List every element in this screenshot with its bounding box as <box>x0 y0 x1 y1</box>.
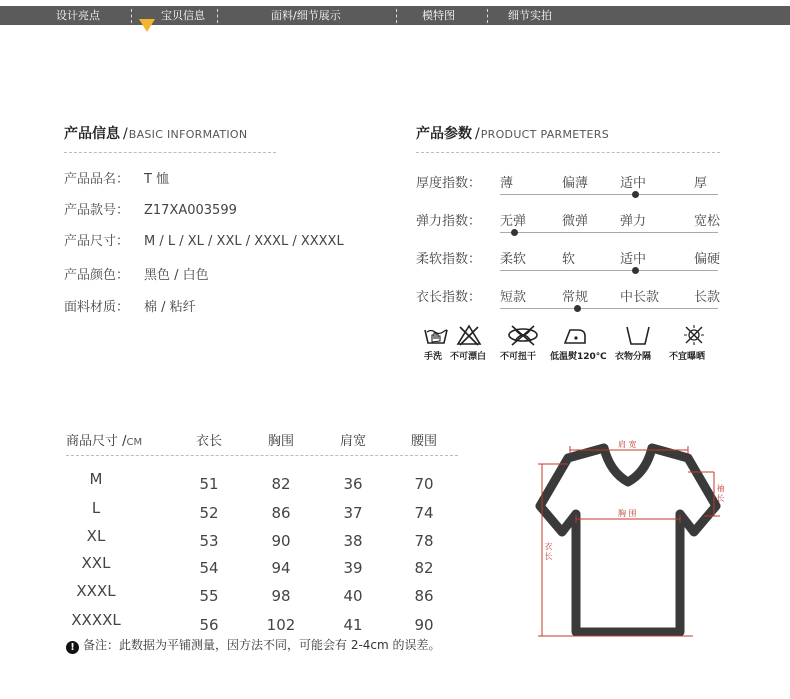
measure-cell: 51 <box>199 475 219 493</box>
param-option: 短款 <box>500 290 527 305</box>
param-scale-line <box>500 308 718 309</box>
no-wring-icon <box>506 324 540 346</box>
param-label: 厚度指数： <box>416 176 482 191</box>
info-label: 产品尺寸： <box>64 234 130 249</box>
param-scale-line <box>500 232 718 233</box>
params-divider <box>416 152 720 153</box>
measure-cell: 86 <box>414 587 434 605</box>
nav-item-detail-photos[interactable]: 细节实拍 <box>508 9 552 22</box>
info-heading: 产品信息 /BASIC INFORMATION <box>64 126 248 142</box>
care-label: 不宜曝晒 <box>669 352 706 362</box>
no-bleach-icon <box>456 324 482 346</box>
nav-divider <box>396 9 397 23</box>
measure-cell: 38 <box>343 532 363 550</box>
nav-item-design[interactable]: 设计亮点 <box>56 9 100 22</box>
measure-cell: 94 <box>271 559 291 577</box>
param-option: 适中 <box>620 252 647 267</box>
info-row-style-no <box>64 199 237 218</box>
col-header-waist: 腰围 <box>410 434 437 449</box>
measure-cell: 54 <box>199 559 219 577</box>
info-row-sizes <box>64 230 344 249</box>
col-header-chest: 胸围 <box>267 434 294 449</box>
nav-item-model[interactable]: 模特图 <box>422 9 455 22</box>
nav-divider <box>487 9 488 23</box>
measure-cell: 74 <box>414 504 434 522</box>
param-option: 偏薄 <box>562 176 589 191</box>
param-option: 中长款 <box>620 290 660 305</box>
param-option: 厚 <box>694 176 708 191</box>
nav-item-fabric[interactable]: 面料/细节展示 <box>271 9 341 22</box>
nav-divider <box>217 9 218 23</box>
col-header-shoulder: 肩宽 <box>339 434 366 449</box>
info-label: 产品品名： <box>64 172 130 187</box>
size-cell: XL <box>86 527 106 545</box>
param-option: 宽松 <box>694 214 721 229</box>
size-cell: XXXL <box>76 582 116 600</box>
size-cell: L <box>91 499 101 517</box>
info-value: T 恤 <box>144 172 170 187</box>
active-tab-indicator-icon <box>139 19 155 32</box>
nav-divider <box>131 9 132 23</box>
size-cell: M <box>89 470 103 488</box>
length-measure-label: 衣长 <box>544 542 553 561</box>
shoulder-measure-label: 肩 宽 <box>618 440 637 449</box>
params-heading: 产品参数 /PRODUCT PARMETERS <box>416 126 610 142</box>
param-scale-line <box>500 270 718 271</box>
param-option: 常规 <box>562 290 589 305</box>
param-option: 软 <box>562 252 576 267</box>
info-label: 面料材质： <box>64 300 130 315</box>
params-heading-en: PRODUCT PARMETERS <box>480 128 610 141</box>
sleeve-measure-label: 袖长 <box>716 484 725 503</box>
measure-cell: 90 <box>414 616 434 634</box>
warning-icon: ! <box>66 641 79 654</box>
param-option: 长款 <box>694 290 721 305</box>
measurement-note <box>66 636 441 654</box>
tshirt-outline-icon <box>528 436 738 646</box>
info-label: 产品颜色： <box>64 268 130 283</box>
params-heading-zh: 产品参数 <box>416 126 472 142</box>
size-cell: XXXXL <box>71 611 121 629</box>
care-label: 不可扭干 <box>500 352 537 362</box>
size-table-header <box>66 430 142 449</box>
care-label: 低温熨120℃ <box>550 352 607 362</box>
info-label: 产品款号： <box>64 203 130 218</box>
size-cell: XXL <box>81 554 111 572</box>
top-nav <box>0 6 790 25</box>
param-option: 偏硬 <box>694 252 721 267</box>
param-selected-marker <box>574 305 581 312</box>
hand-wash-icon <box>423 324 449 346</box>
param-option: 柔软 <box>500 252 527 267</box>
measure-cell: 52 <box>199 504 219 522</box>
size-table-divider <box>66 455 458 456</box>
info-value: 黑色 / 白色 <box>144 268 209 283</box>
param-option: 适中 <box>620 176 647 191</box>
size-header-unit: CM <box>126 437 143 448</box>
no-sun-dry-icon <box>681 324 707 346</box>
param-selected-marker <box>632 191 639 198</box>
measure-cell: 55 <box>199 587 219 605</box>
info-row-name <box>64 168 169 187</box>
care-label: 手洗 <box>424 352 443 362</box>
nav-item-product-info[interactable]: 宝贝信息 <box>161 9 205 22</box>
wash-separately-icon <box>625 324 651 346</box>
measure-cell: 41 <box>343 616 363 634</box>
nav-bottom-border <box>0 25 790 31</box>
measure-cell: 102 <box>266 616 296 634</box>
care-label: 不可漂白 <box>450 352 487 362</box>
info-value: 棉 / 粘纤 <box>144 300 196 315</box>
info-row-colors <box>64 264 209 283</box>
measure-cell: 82 <box>414 559 434 577</box>
info-value: M / L / XL / XXL / XXXL / XXXXL <box>144 234 344 249</box>
measure-cell: 70 <box>414 475 434 493</box>
measure-cell: 40 <box>343 587 363 605</box>
chest-measure-label: 胸 围 <box>618 509 637 518</box>
note-text: 备注：此数据为平铺测量，因方法不同，可能会有 2-4cm 的误差。 <box>83 638 441 652</box>
measure-cell: 90 <box>271 532 291 550</box>
info-row-material <box>64 296 196 315</box>
measure-cell: 86 <box>271 504 291 522</box>
info-heading-zh: 产品信息 <box>64 126 120 142</box>
param-selected-marker <box>511 229 518 236</box>
col-header-length: 衣长 <box>195 434 222 449</box>
info-heading-en: BASIC INFORMATION <box>128 128 248 141</box>
param-option: 无弹 <box>500 214 527 229</box>
measure-cell: 98 <box>271 587 291 605</box>
measure-cell: 36 <box>343 475 363 493</box>
measure-cell: 39 <box>343 559 363 577</box>
measure-cell: 56 <box>199 616 219 634</box>
size-header-label: 商品尺寸 / <box>66 434 127 449</box>
param-option: 弹力 <box>620 214 647 229</box>
info-divider <box>64 152 276 153</box>
param-label: 柔软指数： <box>416 252 482 267</box>
measure-cell: 37 <box>343 504 363 522</box>
low-iron-icon <box>562 324 588 346</box>
param-scale-line <box>500 194 718 195</box>
param-selected-marker <box>632 267 639 274</box>
measure-cell: 53 <box>199 532 219 550</box>
param-label: 弹力指数： <box>416 214 482 229</box>
param-label: 衣长指数： <box>416 290 482 305</box>
info-value: Z17XA003599 <box>144 203 237 218</box>
param-option: 微弹 <box>562 214 589 229</box>
param-option: 薄 <box>500 176 514 191</box>
care-label: 衣物分隔 <box>615 352 652 362</box>
measure-cell: 82 <box>271 475 291 493</box>
measure-cell: 78 <box>414 532 434 550</box>
